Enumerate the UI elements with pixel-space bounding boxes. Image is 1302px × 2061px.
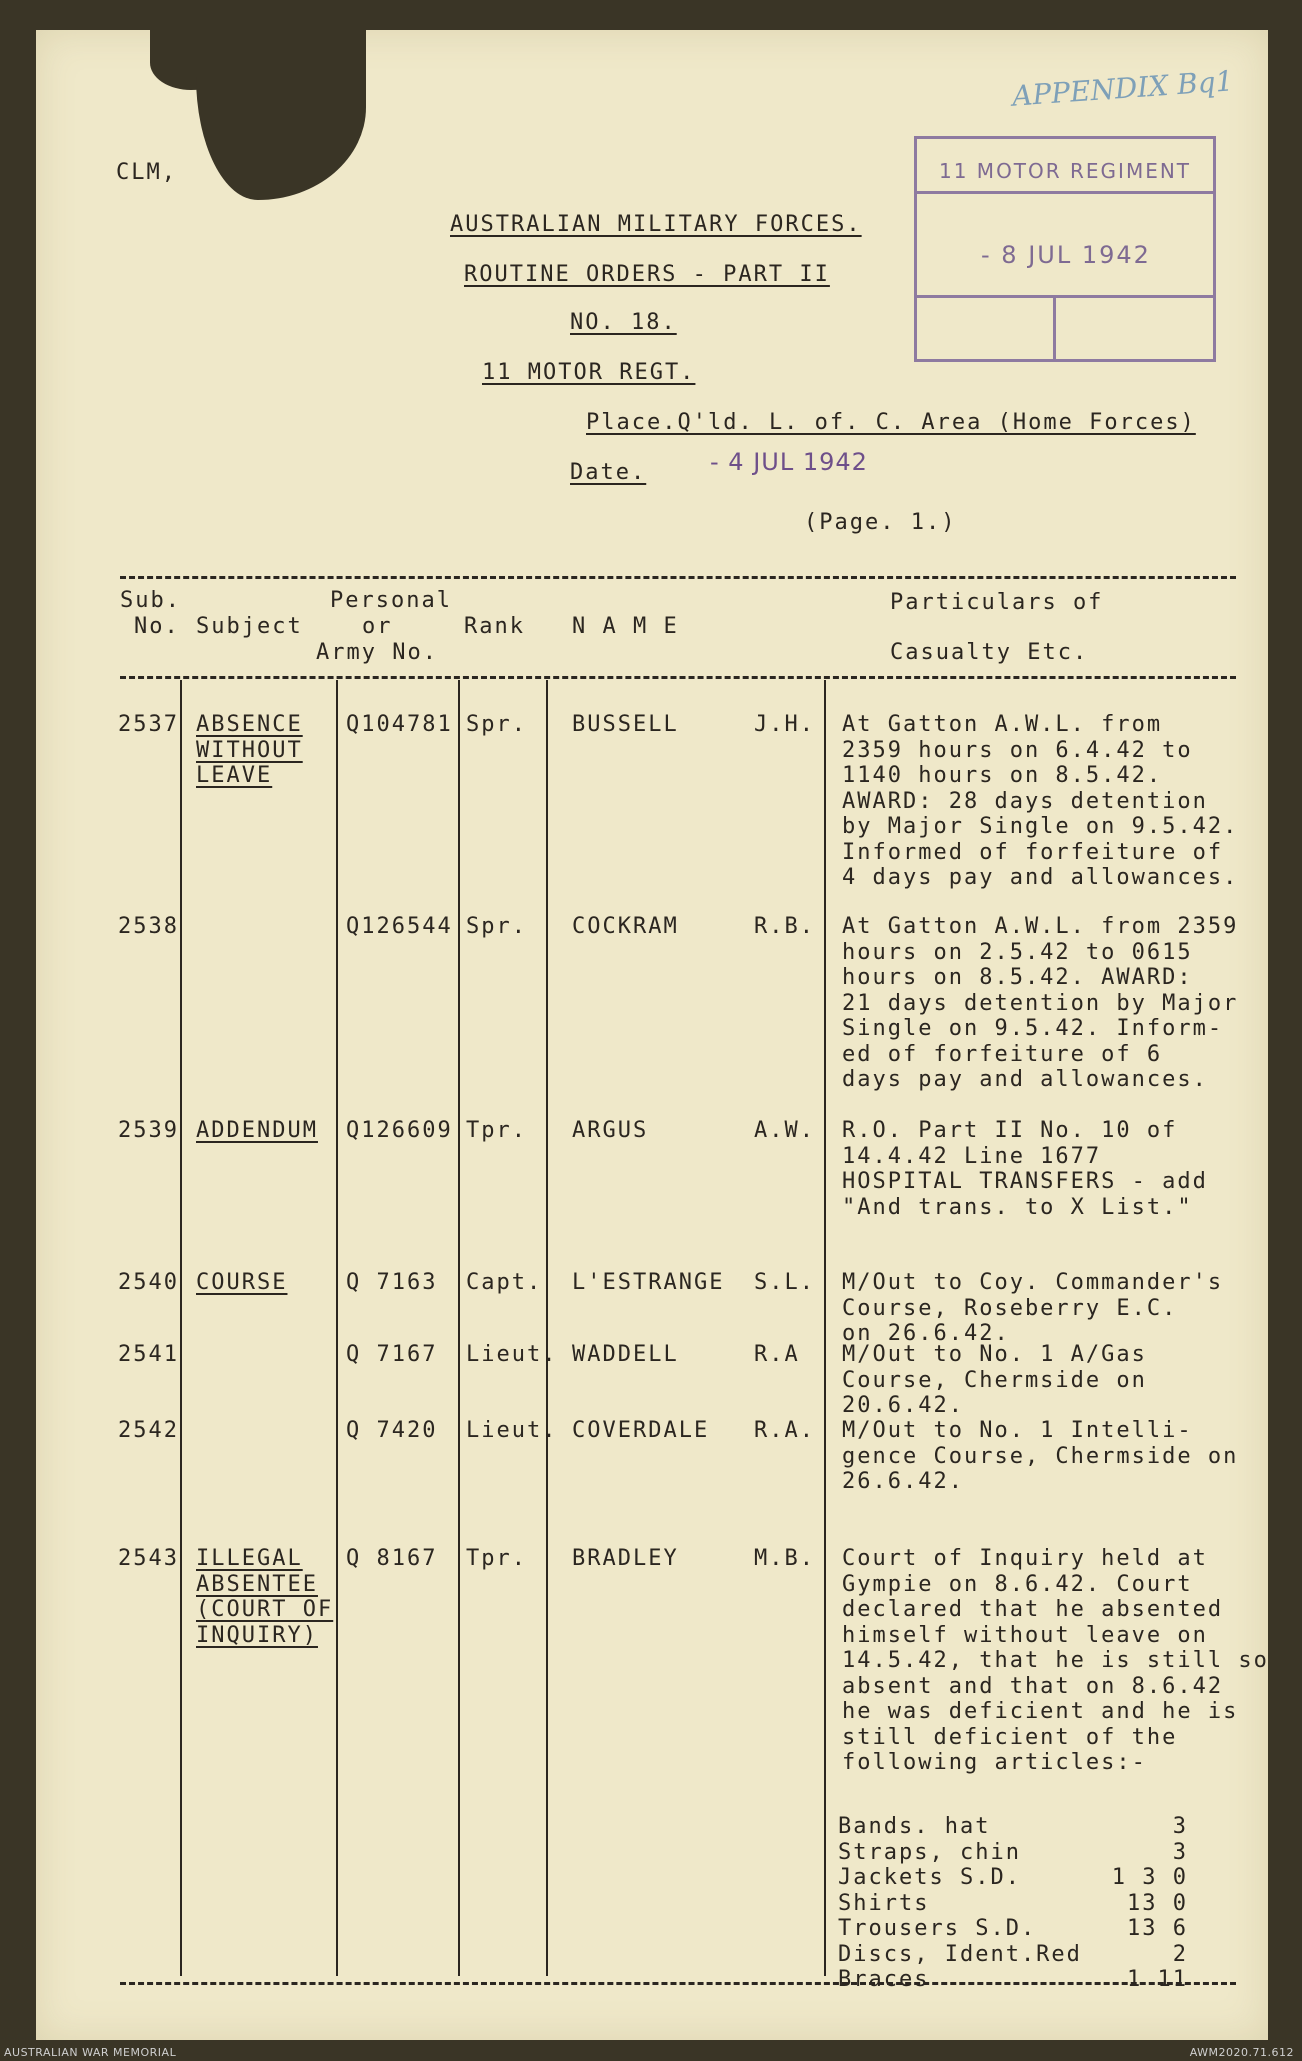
entry-initials: J.H. — [754, 712, 815, 737]
entry-particulars-line: declared that he absented — [842, 1597, 1224, 1622]
entry-rank: Capt. — [466, 1270, 543, 1295]
entry-particulars-line: M/Out to Coy. Commander's — [842, 1270, 1224, 1295]
column-divider — [824, 680, 826, 1976]
entry-particulars-line: R.O. Part II No. 10 of — [842, 1118, 1178, 1143]
entry-particulars-line: still deficient of the — [842, 1724, 1178, 1750]
entry-particulars-line: 2359 hours on 6.4.42 to — [842, 737, 1193, 763]
article-item: Trousers S.D. — [838, 1916, 1037, 1941]
stamp-date: - 8 JUL 1942 — [981, 241, 1151, 269]
footer-credit: AUSTRALIAN WAR MEMORIAL — [4, 2046, 177, 2059]
column-divider — [546, 680, 548, 1976]
entry-army-number: Q126544 — [346, 914, 453, 939]
entry-army-number: Q 7420 — [346, 1418, 438, 1443]
col-personal-label: Personal — [330, 588, 452, 613]
article-quantity: 3 — [1172, 1814, 1188, 1839]
entry-rank: Lieut. — [466, 1342, 558, 1367]
article-item: Braces — [838, 1967, 930, 1992]
col-rank-label: Rank — [464, 614, 525, 639]
col-no-label: No. — [134, 614, 180, 639]
entry-particulars-line: hours on 8.5.42. AWARD: — [842, 965, 1193, 990]
article-quantity: 1 3 0 — [1111, 1865, 1188, 1890]
col-subject-label: Subject — [196, 614, 303, 639]
column-divider — [458, 680, 460, 1976]
entry-particulars-line: gence Course, Chermside on — [842, 1443, 1239, 1469]
entry-subject: ABSENTEE — [196, 1571, 318, 1597]
article-item: Bands. hat — [838, 1814, 991, 1839]
entry-initials: R.B. — [754, 914, 815, 939]
entry-initials: R.A — [754, 1342, 800, 1367]
column-divider — [180, 680, 182, 1976]
entry-rank: Tpr. — [466, 1546, 527, 1571]
col-casualty-label: Casualty Etc. — [890, 640, 1089, 665]
document-title: AUSTRALIAN MILITARY FORCES. — [450, 212, 862, 237]
entry-particulars-line: ed of forfeiture of 6 — [842, 1041, 1163, 1067]
entry-number: 2541 — [118, 1342, 179, 1367]
entry-particulars-line: Course, Chermside on — [842, 1367, 1147, 1393]
entry-particulars-line: 20.6.42. — [842, 1393, 964, 1418]
article-quantity: 13 0 — [1127, 1890, 1188, 1916]
entry-particulars-line: following articles:- — [842, 1750, 1147, 1775]
bottom-rule — [120, 1982, 1236, 1985]
entry-subject: WITHOUT — [196, 737, 303, 763]
article-item: Jackets S.D. — [838, 1865, 1021, 1890]
entry-number: 2539 — [118, 1118, 179, 1143]
entry-particulars-line: hours on 2.5.42 to 0615 — [842, 939, 1193, 965]
article-quantity: 2 — [1172, 1941, 1188, 1967]
place-line: Place.Q'ld. L. of. C. Area (Home Forces) — [586, 410, 1196, 435]
entry-particulars-line: 21 days detention by Major — [842, 990, 1239, 1016]
entry-army-number: Q104781 — [346, 712, 453, 737]
entry-subject: ILLEGAL — [196, 1546, 303, 1571]
footer-accession: AWM2020.71.612 — [1189, 2046, 1294, 2059]
document-subtitle: ROUTINE ORDERS - PART II — [464, 262, 830, 287]
entry-particulars-line: M/Out to No. 1 Intelli- — [842, 1418, 1193, 1443]
entry-subject: INQUIRY) — [196, 1622, 318, 1648]
entry-subject: (COURT OF — [196, 1597, 334, 1622]
col-armyno-label: Army No. — [316, 640, 438, 665]
entry-subject: ABSENCE — [196, 712, 303, 737]
entry-particulars-line: he was deficient and he is — [842, 1699, 1239, 1724]
entry-subject: COURSE — [196, 1270, 288, 1295]
unit-name: 11 MOTOR REGT. — [482, 360, 696, 385]
entry-army-number: Q126609 — [346, 1118, 453, 1143]
entry-particulars-line: 26.6.42. — [842, 1469, 964, 1494]
pencil-annotation: APPENDIX Bq1 — [1011, 64, 1235, 113]
entry-particulars-line: Gympie on 8.6.42. Court — [842, 1571, 1193, 1597]
page-number: (Page. 1.) — [804, 510, 957, 535]
entry-name: COCKRAM — [572, 914, 679, 939]
col-particulars-label: Particulars of — [890, 590, 1104, 615]
entry-particulars-line: on 26.6.42. — [842, 1321, 1010, 1346]
entry-particulars-line: by Major Single on 9.5.42. — [842, 814, 1239, 839]
entry-rank: Lieut. — [466, 1418, 558, 1443]
entry-initials: R.A. — [754, 1418, 815, 1443]
date-stamp: - 4 JUL 1942 — [710, 448, 868, 476]
entry-particulars-line: AWARD: 28 days detention — [842, 788, 1208, 814]
entry-number: 2540 — [118, 1270, 179, 1295]
entry-rank: Spr. — [466, 914, 527, 939]
entry-number: 2543 — [118, 1546, 179, 1571]
entry-particulars-line: "And trans. to X List." — [842, 1194, 1193, 1220]
entry-rank: Spr. — [466, 712, 527, 737]
entry-particulars-line: At Gatton A.W.L. from — [842, 712, 1163, 737]
entry-particulars-line: At Gatton A.W.L. from 2359 — [842, 914, 1239, 939]
stamp-unit: 11 MOTOR REGIMENT — [939, 159, 1192, 183]
entry-name: COVERDALE — [572, 1418, 710, 1443]
entry-name: BRADLEY — [572, 1546, 679, 1571]
entry-particulars-line: Single on 9.5.42. Inform- — [842, 1016, 1224, 1041]
article-quantity: 13 6 — [1127, 1916, 1188, 1941]
reference-code: CLM, — [116, 160, 177, 185]
entry-army-number: Q 7167 — [346, 1342, 438, 1367]
entry-particulars-line: Course, Roseberry E.C. — [842, 1295, 1178, 1321]
entry-army-number: Q 8167 — [346, 1546, 438, 1571]
header-rule — [120, 676, 1236, 679]
article-item: Straps, chin — [838, 1839, 1021, 1865]
article-item: Shirts — [838, 1890, 930, 1916]
entry-particulars-line: Informed of forfeiture of — [842, 839, 1224, 865]
entry-number: 2537 — [118, 712, 179, 737]
entry-number: 2538 — [118, 914, 179, 939]
entry-initials: A.W. — [754, 1118, 815, 1143]
entry-particulars-line: days pay and allowances. — [842, 1067, 1208, 1092]
entry-particulars-line: 4 days pay and allowances. — [842, 865, 1239, 890]
entry-name: WADDELL — [572, 1342, 679, 1367]
article-quantity: 3 — [1172, 1839, 1188, 1865]
date-label: Date. — [570, 460, 647, 485]
entry-particulars-line: Court of Inquiry held at — [842, 1546, 1208, 1571]
entry-rank: Tpr. — [466, 1118, 527, 1143]
entry-initials: S.L. — [754, 1270, 815, 1295]
entry-name: ARGUS — [572, 1118, 649, 1143]
entry-number: 2542 — [118, 1418, 179, 1443]
col-sub-label: Sub. — [120, 588, 181, 613]
entry-subject: ADDENDUM — [196, 1118, 318, 1143]
entry-particulars-line: himself without leave on — [842, 1622, 1208, 1648]
unit-received-stamp — [914, 136, 1216, 362]
entry-name: L'ESTRANGE — [572, 1270, 725, 1295]
entry-army-number: Q 7163 — [346, 1270, 438, 1295]
entry-particulars-line: absent and that on 8.6.42 — [842, 1673, 1224, 1699]
entry-particulars-line: 1140 hours on 8.5.42. — [842, 763, 1163, 788]
entry-particulars-line: 14.4.42 Line 1677 — [842, 1143, 1102, 1169]
column-divider — [336, 680, 338, 1976]
entry-particulars-line: 14.5.42, that he is still so — [842, 1648, 1269, 1673]
article-quantity: 1 11 — [1127, 1967, 1188, 1992]
entry-initials: M.B. — [754, 1546, 815, 1571]
entry-particulars-line: M/Out to No. 1 A/Gas — [842, 1342, 1147, 1367]
order-number: NO. 18. — [570, 310, 677, 335]
entry-name: BUSSELL — [572, 712, 679, 737]
article-item: Discs, Ident.Red — [838, 1941, 1082, 1967]
entry-subject: LEAVE — [196, 763, 273, 788]
col-or-label: or — [362, 614, 393, 639]
entry-particulars-line: HOSPITAL TRANSFERS - add — [842, 1169, 1208, 1194]
col-name-label: N A M E — [572, 614, 679, 639]
header-rule — [120, 576, 1236, 579]
